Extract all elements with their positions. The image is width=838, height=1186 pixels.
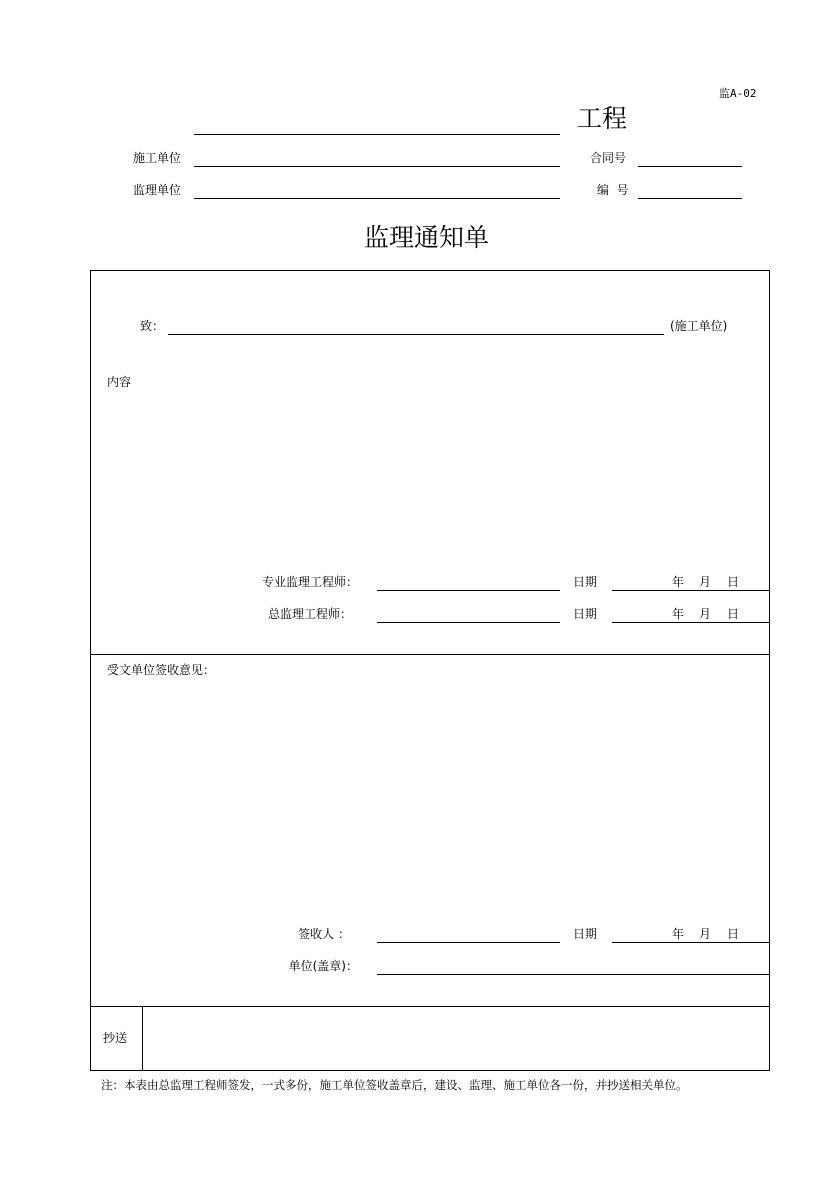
- construction-unit-field[interactable]: [194, 166, 560, 167]
- chief-engineer-label: 总监理工程师：: [267, 607, 352, 621]
- serial-no-label: 编 号: [597, 183, 629, 197]
- contract-no-field[interactable]: [638, 166, 742, 167]
- construction-unit-label: 施工单位: [133, 151, 182, 165]
- date-field[interactable]: [612, 590, 769, 591]
- year-label: 年: [672, 575, 685, 589]
- unit-seal-field[interactable]: [377, 974, 769, 975]
- supervision-unit-field[interactable]: [194, 198, 560, 199]
- receipt-opinion-label: 受文单位签收意见：: [107, 663, 216, 677]
- serial-no-field[interactable]: [638, 198, 742, 199]
- month-label: 月: [699, 575, 712, 589]
- receiver-label: 签收人 ：: [298, 927, 350, 941]
- cc-field[interactable]: [143, 1007, 768, 1069]
- date-field[interactable]: [612, 622, 769, 623]
- specialty-engineer-label: 专业监理工程师：: [261, 575, 358, 589]
- to-suffix: (施工单位): [670, 319, 728, 333]
- day-label: 日: [727, 607, 740, 621]
- cc-label: 抄送: [103, 1031, 128, 1045]
- year-label: 年: [672, 927, 685, 941]
- date-label: 日期: [573, 927, 598, 941]
- recipient-field[interactable]: [168, 334, 664, 335]
- date-field[interactable]: [612, 942, 769, 943]
- receiver-field[interactable]: [377, 942, 560, 943]
- content-label: 内容: [107, 375, 132, 389]
- chief-engineer-field[interactable]: [377, 622, 560, 623]
- month-label: 月: [699, 927, 712, 941]
- specialty-engineer-field[interactable]: [377, 590, 560, 591]
- form-code: 监A-02: [719, 87, 757, 100]
- divider: [90, 654, 769, 655]
- year-label: 年: [672, 607, 685, 621]
- contract-no-label: 合同号: [590, 151, 627, 165]
- month-label: 月: [699, 607, 712, 621]
- project-name-field[interactable]: [194, 134, 560, 135]
- unit-seal-label: 单位(盖章)：: [288, 959, 358, 973]
- date-label: 日期: [573, 575, 598, 589]
- page-title: 监理通知单: [364, 223, 490, 252]
- to-label: 致：: [140, 319, 165, 333]
- day-label: 日: [727, 927, 740, 941]
- supervision-unit-label: 监理单位: [133, 183, 182, 197]
- day-label: 日: [727, 575, 740, 589]
- footnote: 注：本表由总监理工程师签发，一式多份，施工单位签收盖章后，建设、监理、施工单位各一份，并抄送相关单位。: [101, 1078, 688, 1092]
- date-label: 日期: [573, 607, 598, 621]
- project-suffix: 工程: [577, 104, 628, 133]
